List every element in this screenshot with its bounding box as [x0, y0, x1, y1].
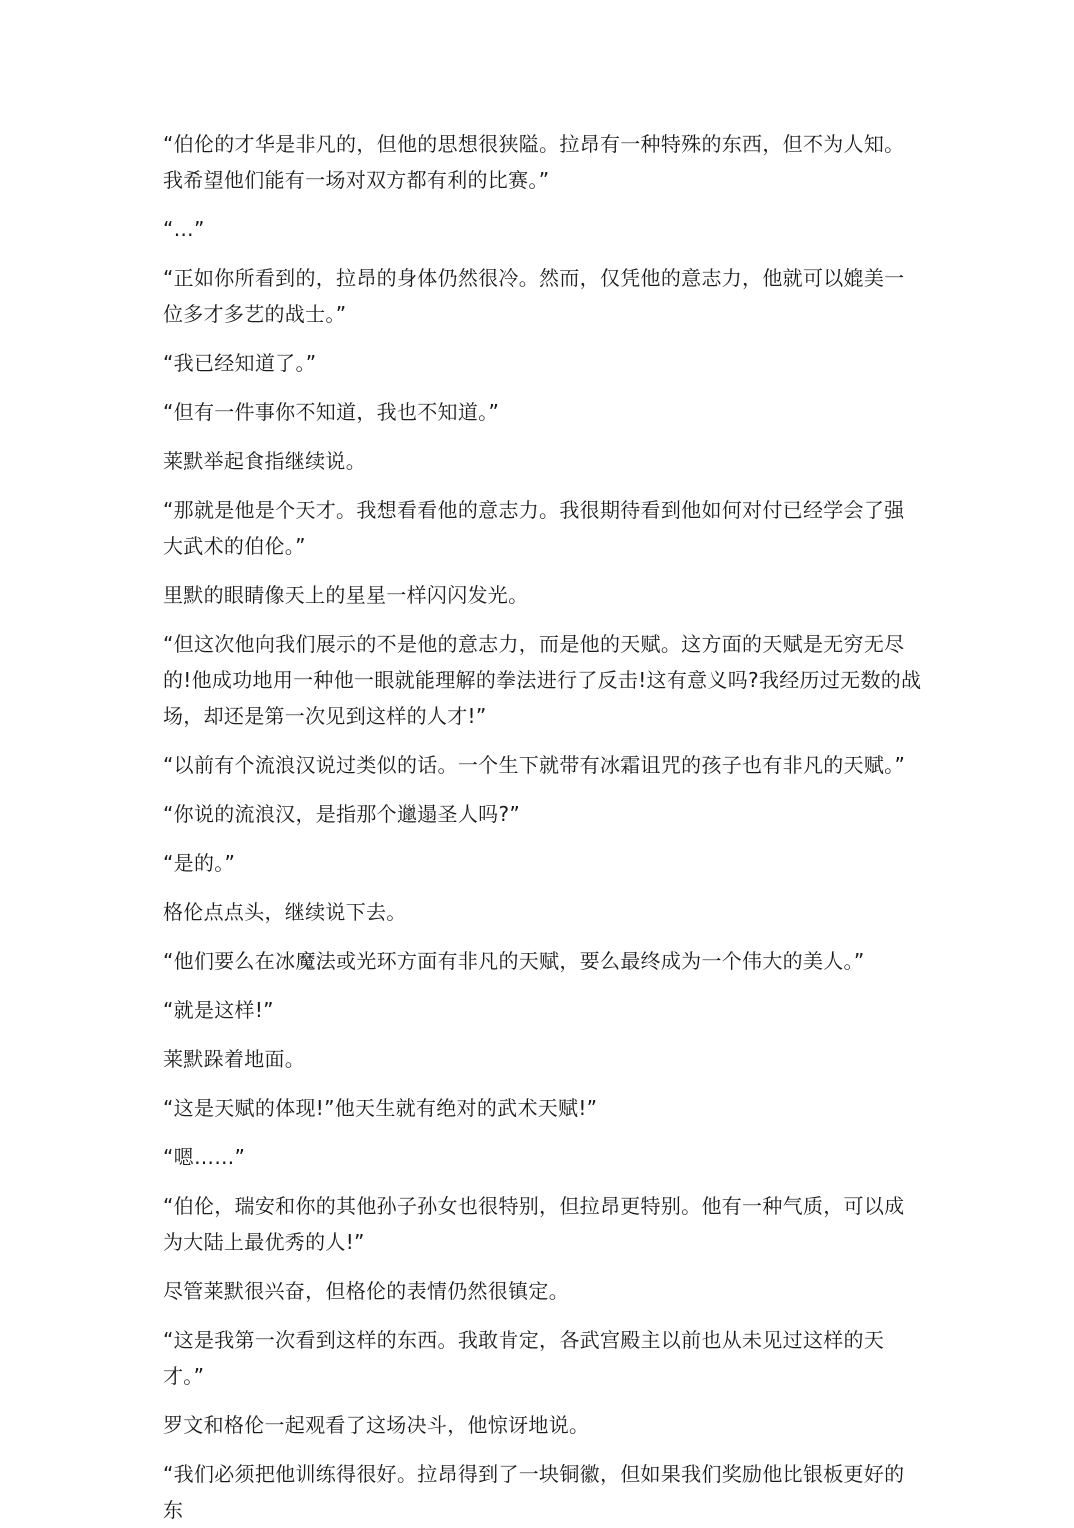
paragraph: “正如你所看到的，拉昂的身体仍然很冷。然而，仅凭他的意志力，他就可以媲美一位多才多艺的战士。” — [163, 266, 905, 326]
paragraph: 里默的眼睛像天上的星星一样闪闪发光。 — [163, 583, 529, 607]
paragraph: “我已经知道了。” — [163, 351, 317, 375]
paragraph: “我们必须把他训练得很好。拉昂得到了一块铜徽，但如果我们奖励他比银板更好的东 — [163, 1462, 905, 1522]
paragraph: “伯伦的才华是非凡的，但他的思想很狭隘。拉昂有一种特殊的东西，但不为人知。我希望他们能有一场对双方都有利的比赛。” — [163, 132, 905, 192]
paragraph: “但有一件事你不知道，我也不知道。” — [163, 400, 500, 424]
paragraph: “伯伦，瑞安和你的其他孙子孙女也很特别，但拉昂更特别。他有一种气质，可以成为大陆上最优秀的人!” — [163, 1194, 905, 1254]
paragraph: 莱默举起食指继续说。 — [163, 449, 366, 473]
paragraph: “…” — [163, 217, 205, 241]
paragraph: 尽管莱默很兴奋，但格伦的表情仍然很镇定。 — [163, 1279, 569, 1303]
paragraph: “但这次他向我们展示的不是他的意志力，而是他的天赋。这方面的天赋是无穷无尽的!他成功地用一种他一眼就能理解的拳法进行了反击!这有意义吗?我经历过无数的战场，却还是第一次见到这样的人才!” — [163, 632, 922, 728]
paragraph: “你说的流浪汉，是指那个邋遢圣人吗?” — [163, 802, 521, 826]
paragraph: “以前有个流浪汉说过类似的话。一个生下就带有冰霜诅咒的孩子也有非凡的天赋。” — [163, 753, 906, 777]
paragraph: “就是这样!” — [163, 998, 274, 1022]
paragraph: 莱默跺着地面。 — [163, 1047, 306, 1071]
paragraph: 罗文和格伦一起观看了这场决斗，他惊讶地说。 — [163, 1413, 590, 1437]
paragraph: 格伦点点头，继续说下去。 — [163, 900, 407, 924]
paragraph: “嗯……” — [163, 1145, 246, 1169]
paragraph: “是的。” — [163, 851, 236, 875]
paragraph: “那就是他是个天才。我想看看他的意志力。我很期待看到他如何对付已经学会了强大武术的伯伦。” — [163, 498, 905, 558]
paragraph: “这是天赋的体现!”他天生就有绝对的武术天赋!” — [163, 1096, 598, 1120]
paragraph: “他们要么在冰魔法或光环方面有非凡的天赋，要么最终成为一个伟大的美人。” — [163, 949, 865, 973]
paragraph: “这是我第一次看到这样的东西。我敢肯定，各武宫殿主以前也从未见过这样的天才。” — [163, 1328, 885, 1388]
